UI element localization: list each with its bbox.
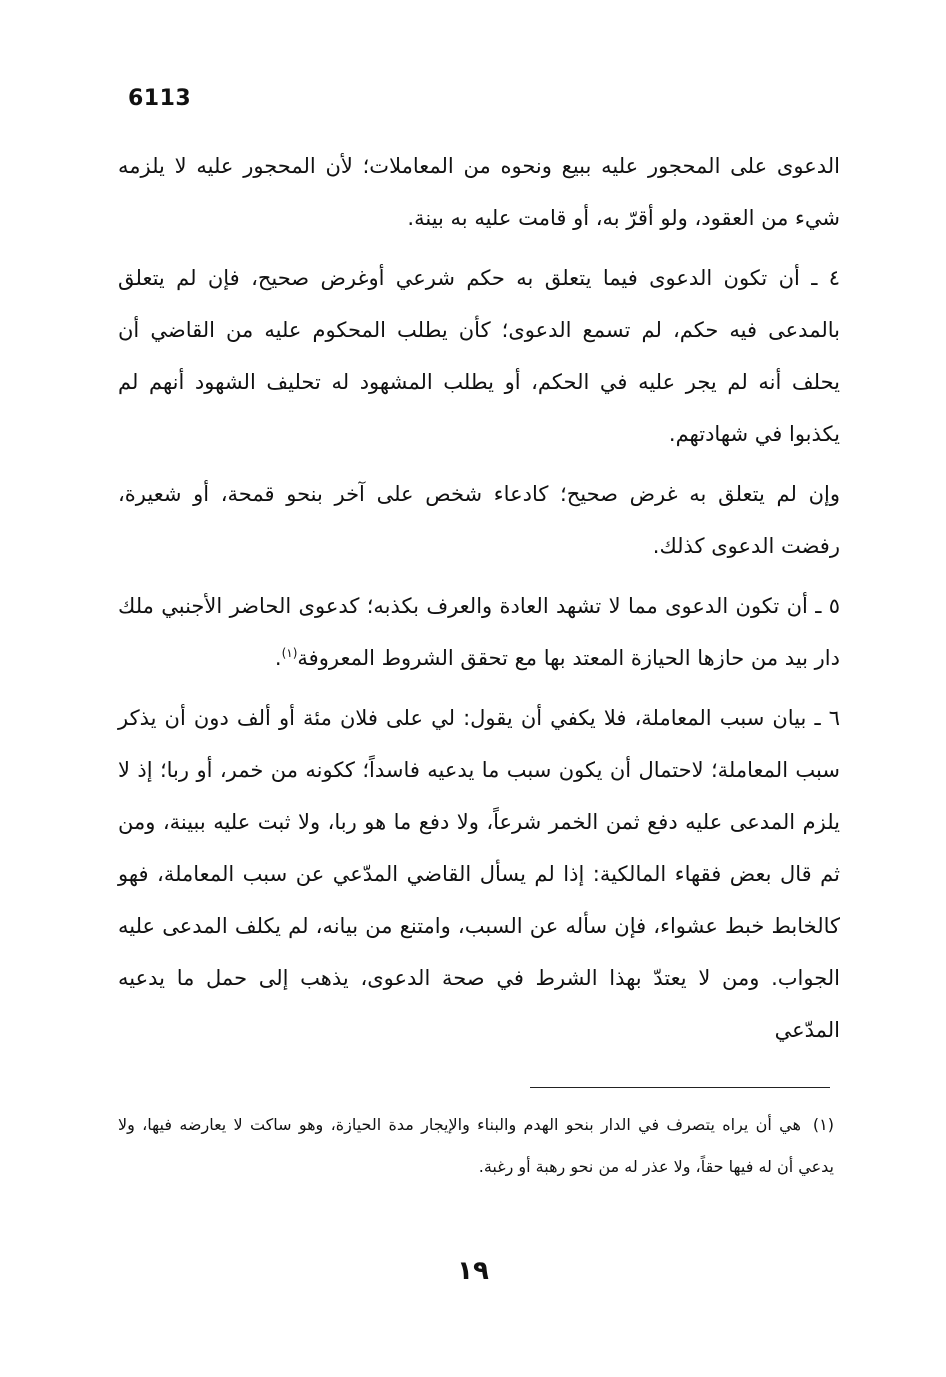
- page-number: ١٩: [457, 1256, 489, 1286]
- page-id: 6113: [128, 86, 192, 111]
- footnote-text: هي أن يراه يتصرف في الدار بنحو الهدم والبناء والإيجار مدة الحيازة، وهو ساكت لا يعارضه فيها، ولا يدعي أن له فيها حقاً، ولا عذر له من نحو رهبة أو رغبة.: [118, 1115, 834, 1176]
- paragraph-1: الدعوى على المحجور عليه ببيع ونحوه من المعاملات؛ لأن المحجور عليه لا يلزمه شيء من العقود، ولو أقرّ به، أو قامت عليه به بينة.: [118, 154, 840, 230]
- main-text: [118, 140, 840, 1064]
- paragraph-4: [118, 580, 840, 684]
- paragraph-4-text: ٥ ـ أن تكون الدعوى مما لا تشهد العادة والعرف بكذبه؛ كدعوى الحاضر الأجنبي ملك دار بيد من حازها الحيازة المعتد بها مع تحقق الشروط المعروفة: [118, 594, 840, 670]
- paragraph-3: وإن لم يتعلق به غرض صحيح؛ كادعاء شخص على آخر بنحو قمحة، أو شعيرة، رفضت الدعوى كذلك.: [118, 482, 840, 558]
- footnote-divider: [530, 1087, 830, 1088]
- footnote-number: (١): [812, 1115, 834, 1134]
- footnote: [118, 1104, 834, 1188]
- paragraph-2: ٤ ـ أن تكون الدعوى فيما يتعلق به حكم شرعي أوغرض صحيح، فإن لم يتعلق بالمدعى فيه حكم، لم تسمع الدعوى؛ كأن يطلب المحكوم عليه من القاضي أن يحلف أنه لم يجر عليه في الحكم، أو يطلب المشهود له تحليف الشهود أنهم لم يكذبوا في شهادتهم.: [118, 266, 840, 446]
- paragraph-4-end: .: [274, 646, 282, 670]
- paragraph-5: ٦ ـ بيان سبب المعاملة، فلا يكفي أن يقول: لي على فلان مئة أو ألف دون أن يذكر سبب المعاملة؛ لاحتمال أن يكون سبب ما يدعيه فاسداً؛ ككونه من خمر، أو ربا؛ إذ لا يلزم المدعى عليه دفع ثمن الخمر شرعاً، ولا دفع ما هو ربا، ولا ثبت عليه ببينة، ومن ثم قال بعض فقهاء المالكية: إذا لم يسأل القاضي المدّعي عن سبب المعاملة، فهو كالخابط خبط عشواء، فإن سأله عن السبب، وامتنع من بيانه، لم يكلف المدعى عليه الجواب. ومن لا يعتدّ بهذا الشرط في صحة الدعوى، يذهب إلى حمل ما يدعيه المدّعي: [118, 706, 840, 1042]
- footnote-reference: (١): [281, 646, 298, 660]
